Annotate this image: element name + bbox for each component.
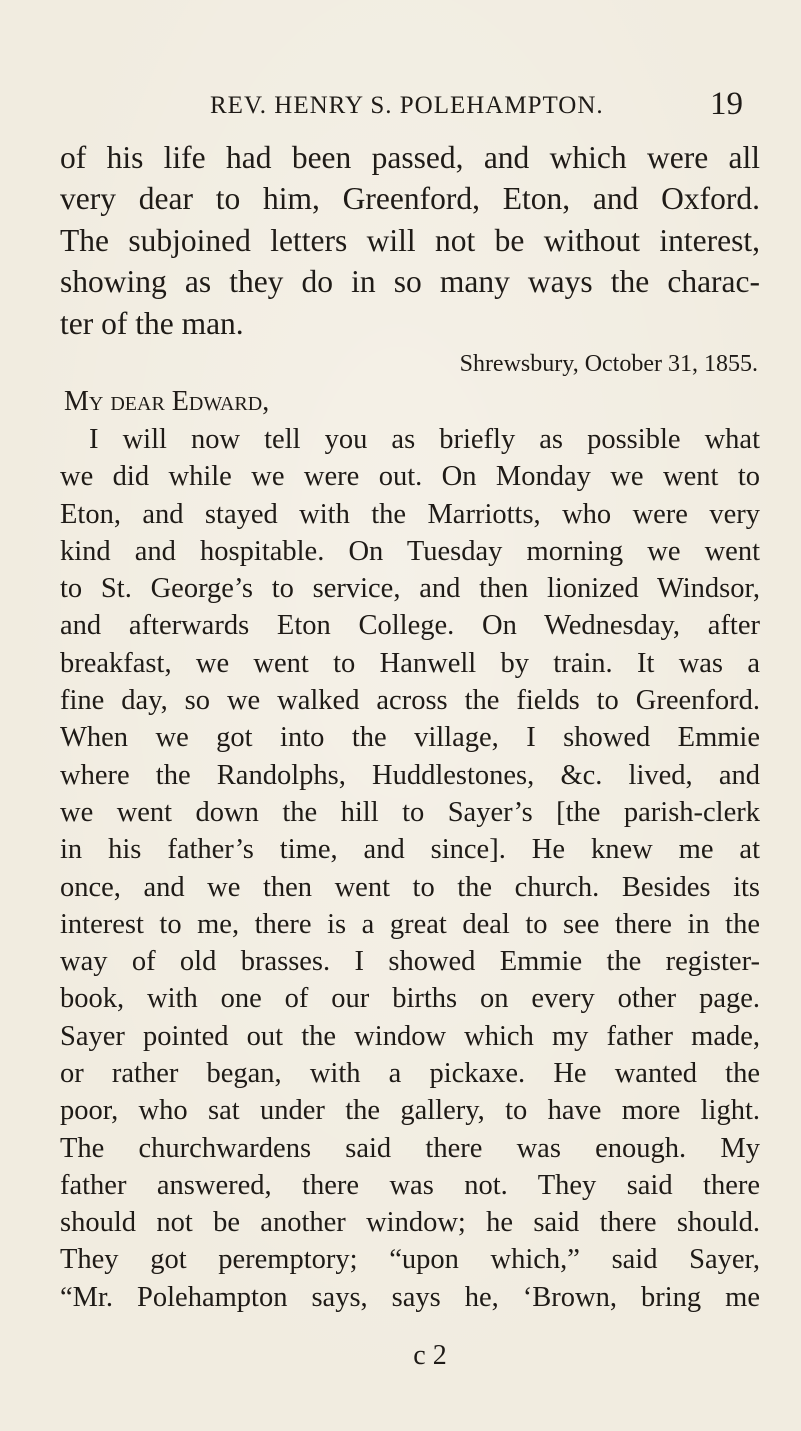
letter-line: They got peremptory; “upon which,” said Sayer, [60, 1244, 760, 1276]
letter-salutation [60, 383, 760, 421]
letter-line: should not be another window; he said there should. [60, 1207, 760, 1239]
letter-line: way of old brasses. I showed Emmie the register- [60, 946, 760, 978]
letter-line: in his father’s time, and since]. He knew me at [60, 834, 760, 866]
letter-line: The churchwardens said there was enough. My [60, 1132, 760, 1164]
letter-line: father answered, there was not. They said there [60, 1169, 760, 1201]
letter-line: Sayer pointed out the window which my father made, [60, 1020, 760, 1052]
text-line: of his life had been passed, and which were all [60, 140, 760, 175]
letter-line: poor, who sat under the gallery, to have more light. [60, 1095, 760, 1127]
letter-line: we went down the hill to Sayer’s [the parish-clerk [60, 796, 760, 828]
signature-mark: c 2 [413, 1340, 447, 1371]
text-line: ter of the man. [60, 305, 244, 341]
letter-line: or rather began, with a pickaxe. He wanted the [60, 1058, 760, 1089]
text-line: very dear to him, Greenford, Eton, and Oxford. [60, 181, 760, 217]
letter-body [60, 421, 760, 1316]
letter-line: interest to me, there is a great deal to see there in the [60, 908, 760, 940]
text-line: showing as they do in so many ways the charac- [60, 264, 760, 300]
running-title: REV. HENRY S. POLEHAMPTON. [210, 92, 604, 119]
page-number: 19 [710, 86, 743, 122]
letter-line: and afterwards Eton College. On Wednesday, after [60, 610, 760, 642]
running-head [0, 86, 801, 126]
letter-line: “Mr. Polehampton says, says he, ‘Brown, bring me [60, 1281, 760, 1313]
text-line: The subjoined letters will not be without interest, [60, 222, 760, 258]
salutation-text: My dear Edward, [64, 385, 270, 417]
letter-line: Eton, and stayed with the Marriotts, who were very [60, 498, 760, 530]
body-text [60, 137, 760, 1316]
letter-line: fine day, so we walked across the fields to Greenford. [60, 685, 760, 717]
letter-line: When we got into the village, I showed Emmie [60, 722, 760, 754]
letter-line: kind and hospitable. On Tuesday morning we went [60, 535, 760, 567]
letter-line: I will now tell you as briefly as possible what [89, 423, 760, 455]
letter-line: once, and we then went to the church. Besides its [60, 871, 760, 903]
letter-dateline: Shrewsbury, October 31, 1855. [459, 350, 758, 377]
letter-line: to St. George’s to service, and then lionized Windsor, [60, 573, 760, 605]
letter-line: book, with one of our births on every other page. [60, 983, 760, 1015]
letter-line: breakfast, we went to Hanwell by train. It was a [60, 647, 760, 679]
letter-line: where the Randolphs, Huddlestones, &c. lived, and [60, 759, 760, 791]
intro-paragraph [60, 137, 760, 344]
letter-line: we did while we were out. On Monday we went to [60, 461, 760, 493]
